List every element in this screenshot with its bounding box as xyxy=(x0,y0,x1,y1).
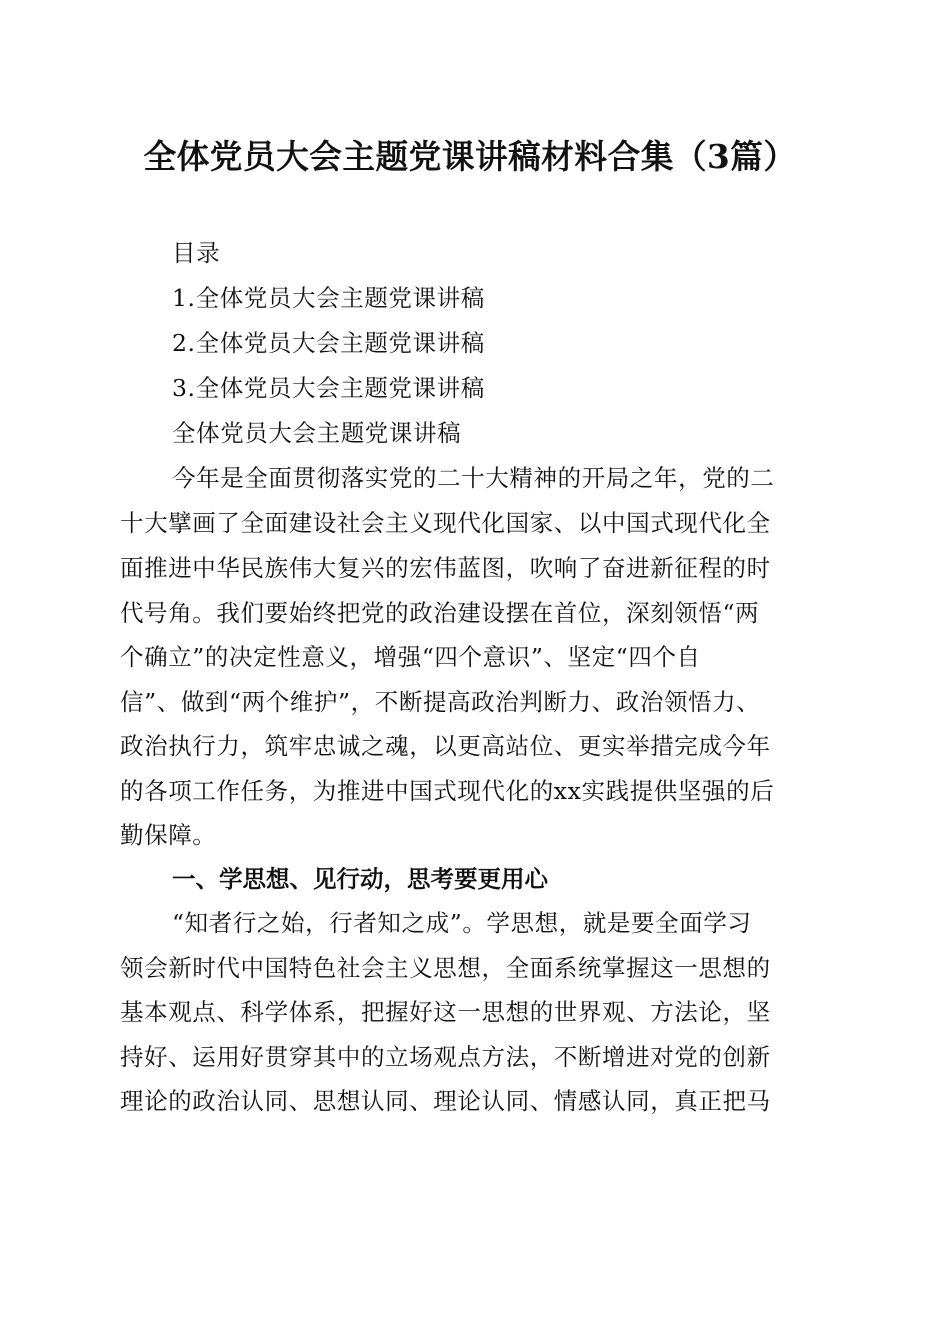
intro-line-1: 今年是全面贯彻落实党的二十大精神的开局之年，党的二 xyxy=(172,464,775,492)
intro-line-9: 勤保障。 xyxy=(120,821,217,849)
intro-line-7: 政治执行力，筑牢忠诚之魂，以更高站位、更实举措完成今年 xyxy=(120,732,771,760)
section-1-line-2: 领会新时代中国特色社会主义思想，全面系统掌握这一思想的 xyxy=(120,954,771,982)
article-title: 全体党员大会主题党课讲稿 xyxy=(172,419,462,447)
intro-line-4: 代号角。我们要始终把党的政治建设摆在首位，深刻领悟“两 xyxy=(120,599,760,627)
toc-heading: 目录 xyxy=(172,239,221,267)
toc-item-3: 3.全体党员大会主题党课讲稿 xyxy=(172,374,485,402)
intro-line-6: 信”、做到“两个维护”，不断提高政治判断力、政治领悟力、 xyxy=(120,688,761,716)
intro-line-2: 十大擘画了全面建设社会主义现代化国家、以中国式现代化全 xyxy=(120,509,771,537)
section-1-heading: 一、学思想、见行动，思考要更用心 xyxy=(172,865,548,893)
document-title: 全体党员大会主题党课讲稿材料合集（3篇） xyxy=(143,137,797,176)
intro-line-8: 的各项工作任务，为推进中国式现代化的xx实践提供坚强的后 xyxy=(120,777,775,805)
section-1-line-3: 基本观点、科学体系，把握好这一思想的世界观、方法论，坚 xyxy=(120,998,771,1026)
section-1-line-4: 持好、运用好贯穿其中的立场观点方法，不断增进对党的创新 xyxy=(120,1043,771,1071)
section-1-line-1: “知者行之始，行者知之成”。学思想，就是要全面学习 xyxy=(172,909,752,937)
toc-item-1: 1.全体党员大会主题党课讲稿 xyxy=(172,284,485,312)
intro-line-5: 个确立”的决定性意义，增强“四个意识”、坚定“四个自 xyxy=(120,643,701,671)
intro-line-3: 面推进中华民族伟大复兴的宏伟蓝图，吹响了奋进新征程的时 xyxy=(120,554,771,582)
section-1-line-5: 理论的政治认同、思想认同、理论认同、情感认同，真正把马 xyxy=(120,1087,771,1115)
toc-item-2: 2.全体党员大会主题党课讲稿 xyxy=(172,329,485,357)
